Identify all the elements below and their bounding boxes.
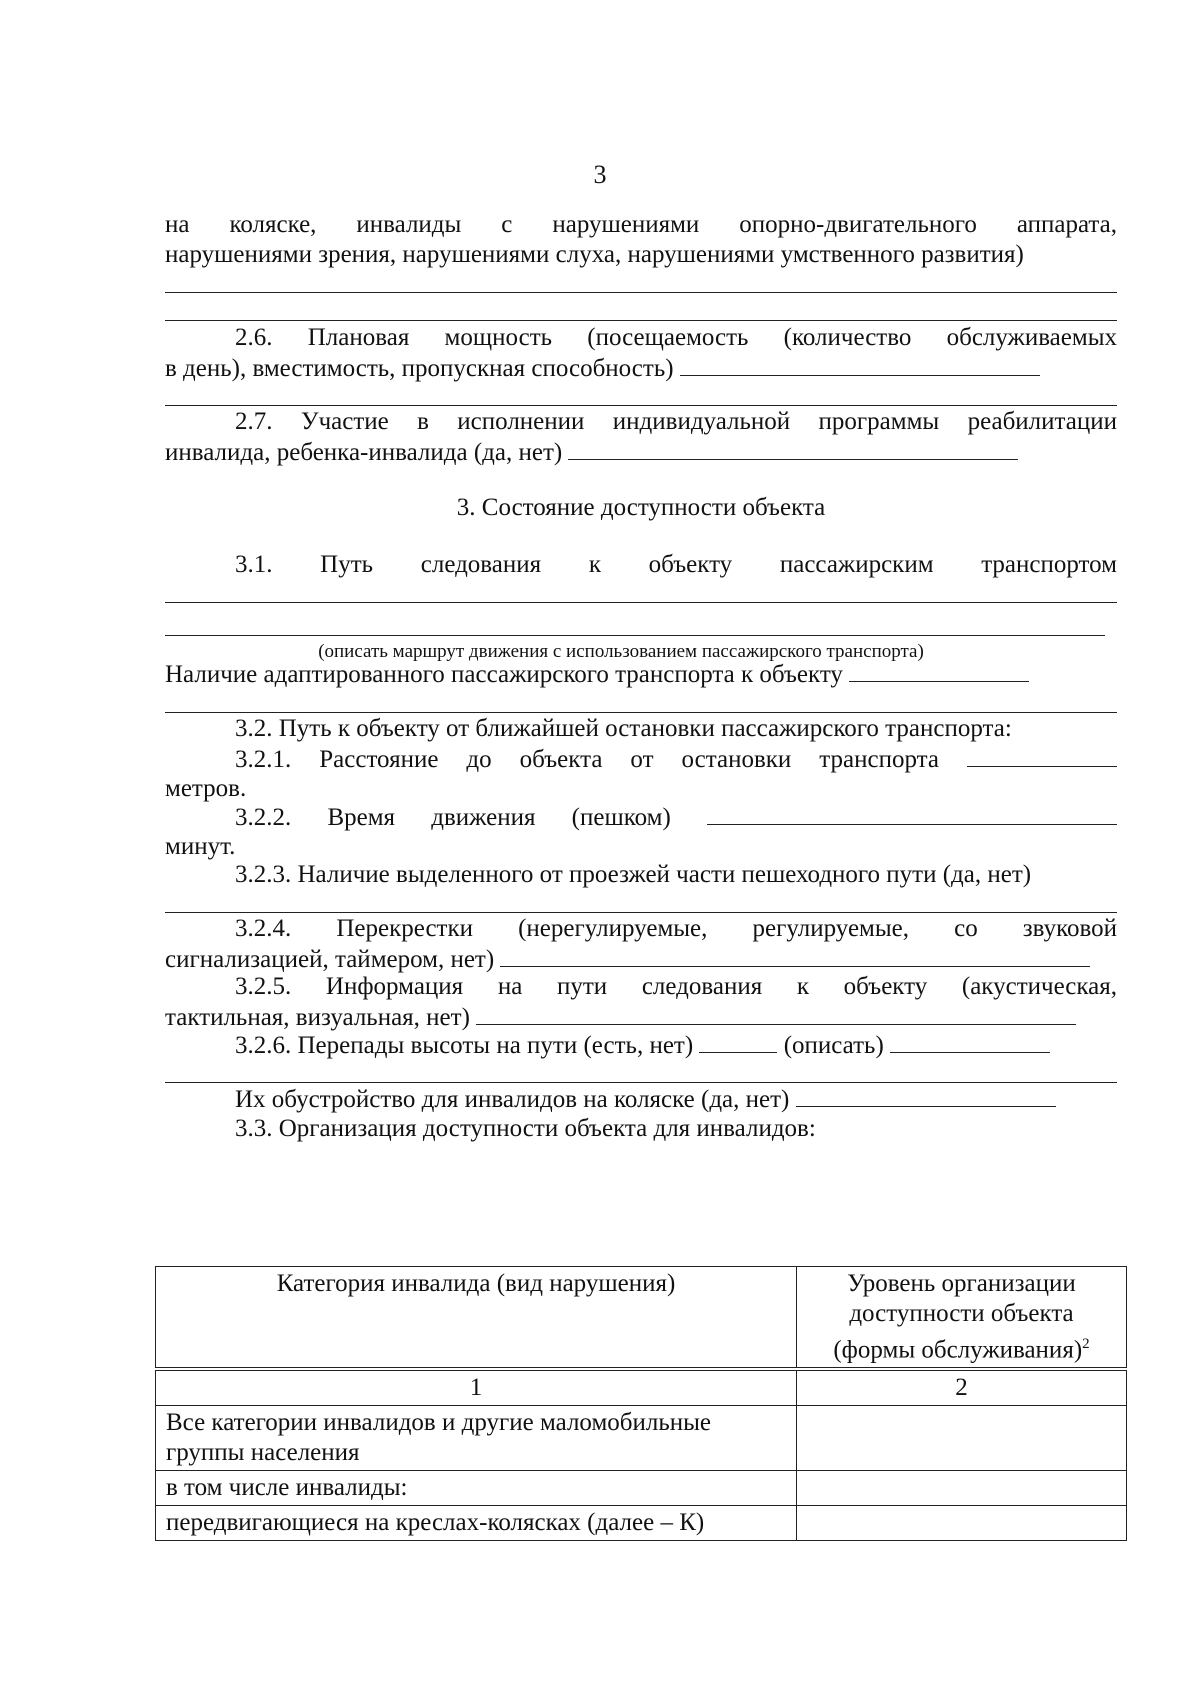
table-header-row xyxy=(156,1267,1127,1370)
footnote-marker: 2 xyxy=(1082,1336,1090,1352)
table-cell xyxy=(797,1406,1127,1471)
fill-line xyxy=(568,437,1018,460)
unit-metres: метров. xyxy=(165,775,247,802)
item-3-2-2-line: 3.2.2. Время движения (пешком) xyxy=(165,802,1117,833)
item-2-7-line: инвалида, ребенка-инвалида (да, нет) xyxy=(165,437,1117,468)
item-3-2-5-line: 3.2.5. Информация на пути следования к объекту (акустическая, xyxy=(235,973,1117,1000)
page-number: 3 xyxy=(593,160,607,189)
adapted-transport-line: Наличие адаптированного пассажирского транспорта к объекту xyxy=(165,659,1117,690)
item-2-7-line: 2.7. Участие в исполнении индивидуальной программы реабилитации xyxy=(235,408,1117,435)
item-2-6-line: 2.6. Плановая мощность (посещаемость (количество обслуживаемых xyxy=(235,324,1117,351)
fill-line xyxy=(165,602,1117,603)
table-header-category: Категория инвалида (вид нарушения) xyxy=(156,1267,797,1370)
fill-line xyxy=(967,744,1117,767)
item-3-2-title: 3.2. Путь к объекту от ближайшей остановки пассажирского транспорта: xyxy=(235,715,1012,742)
item-3-2-6-line: 3.2.6. Перепады высоты на пути (есть, нет) (описать) xyxy=(165,1030,1117,1061)
item-3-2-5-line: тактильная, визуальная, нет) xyxy=(165,1002,1117,1033)
fill-line xyxy=(680,353,1040,376)
fill-line xyxy=(707,802,1117,825)
paragraph-line: нарушениями зрения, нарушениями слуха, нарушениями умственного развития) xyxy=(165,241,1024,268)
table-cell: в том числе инвалиды: xyxy=(156,1471,797,1506)
fill-line xyxy=(796,1084,1056,1107)
wheelchair-line: Их обустройство для инвалидов на коляске (да, нет) xyxy=(165,1084,1117,1115)
fill-line xyxy=(165,912,1117,913)
fill-line xyxy=(476,1002,1076,1025)
fill-line xyxy=(699,1030,777,1053)
section-title: 3. Состояние доступности объекта xyxy=(456,494,826,521)
table-cell: 1 xyxy=(156,1369,797,1406)
table-row xyxy=(156,1406,1127,1471)
fill-line xyxy=(165,320,1117,321)
table-cell: 2 xyxy=(797,1369,1127,1406)
fill-line xyxy=(165,712,1117,713)
fill-line xyxy=(890,1030,1050,1053)
table-cell: передвигающиеся на креслах-колясках (далее – К) xyxy=(156,1506,797,1541)
item-3-2-4-line: 3.2.4. Перекрестки (нерегулируемые, регулируемые, со звуковой xyxy=(235,915,1117,942)
fill-line xyxy=(849,659,1029,682)
table-cell: Все категории инвалидов и другие маломобильные группы населения xyxy=(156,1406,797,1471)
route-caption: (описать маршрут движения с использованием пассажирского транспорта) xyxy=(318,641,924,662)
item-3-2-4-line: сигнализацией, таймером, нет) xyxy=(165,944,1117,975)
table-cell xyxy=(797,1506,1127,1541)
fill-line xyxy=(165,635,1105,636)
paragraph-line: на коляске, инвалиды с нарушениями опорно-двигательного аппарата, xyxy=(165,211,1117,238)
item-3-1-line: 3.1. Путь следования к объекту пассажирским транспортом xyxy=(235,551,1117,578)
table-row xyxy=(156,1471,1127,1506)
unit-minutes: минут. xyxy=(165,833,236,860)
item-2-6-line: в день), вместимость, пропускная способность) xyxy=(165,353,1117,384)
table-row xyxy=(156,1369,1127,1406)
table-row xyxy=(156,1506,1127,1541)
item-3-2-1-line: 3.2.1. Расстояние до объекта от остановки транспорта xyxy=(165,744,1117,775)
accessibility-table xyxy=(155,1266,1127,1541)
table-cell xyxy=(797,1471,1127,1506)
item-3-2-3-line: 3.2.3. Наличие выделенного от проезжей части пешеходного пути (да, нет) xyxy=(235,861,1032,888)
table-header-level: Уровень организации доступности объекта (формы обслуживания)$^2$ xyxy=(797,1267,1127,1370)
fill-line xyxy=(165,292,1117,293)
fill-line xyxy=(500,944,1090,967)
fill-line xyxy=(165,1082,1117,1083)
item-3-3-title: 3.3. Организация доступности объекта для инвалидов: xyxy=(235,1115,816,1142)
fill-line xyxy=(165,405,1117,406)
